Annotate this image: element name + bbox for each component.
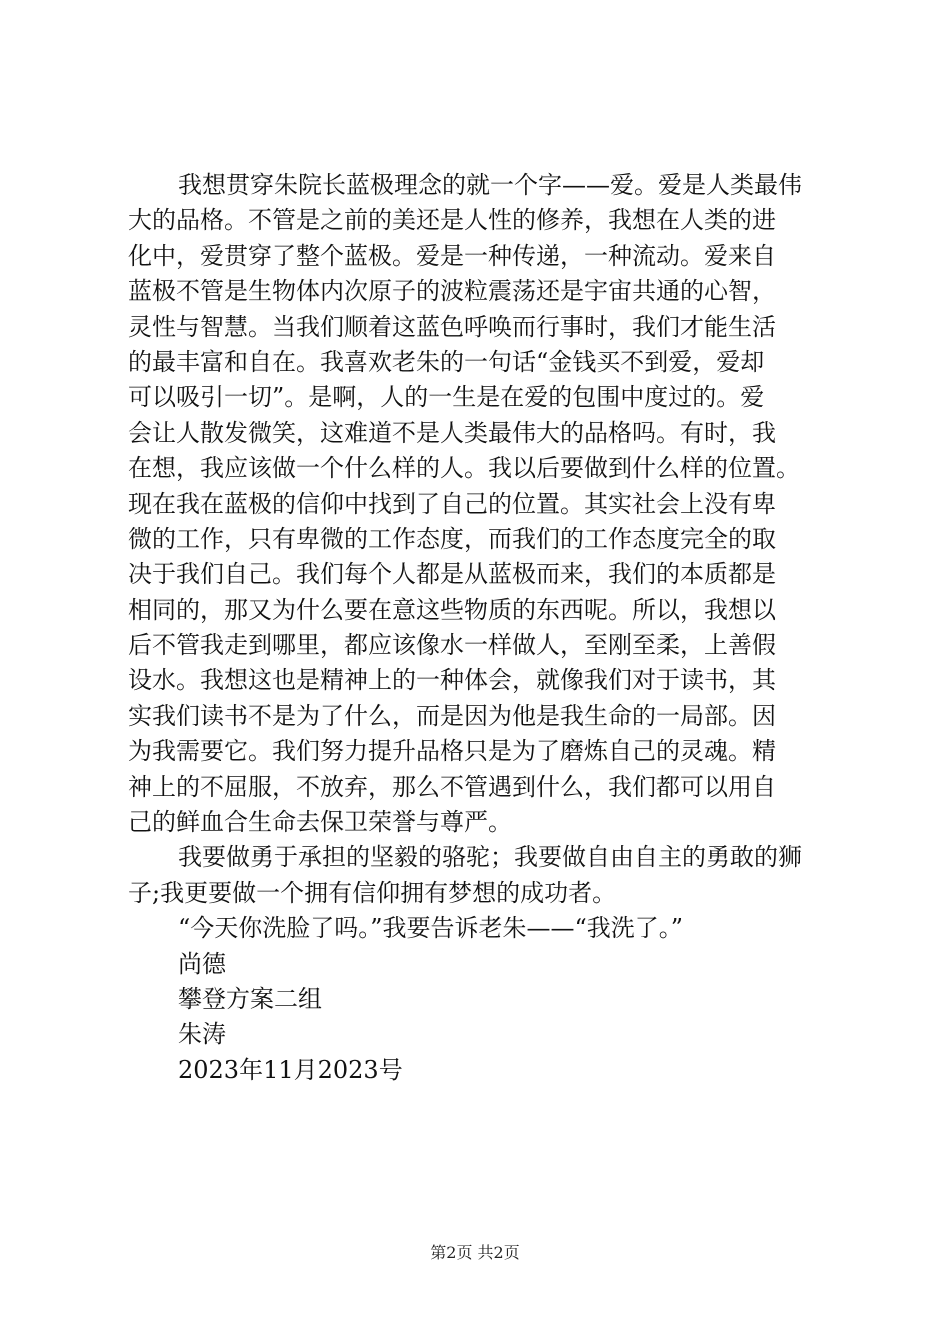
text-line: 为我需要它。我们努力提升品格只是为了磨炼自己的灵魂。精 bbox=[128, 737, 776, 766]
text-line: 决于我们自己。我们每个人都是从蓝极而来，我们的本质都是 bbox=[128, 560, 776, 589]
text-line: 子;我更要做一个拥有信仰拥有梦想的成功者。 bbox=[128, 878, 617, 907]
text-line: 我要做勇于承担的坚毅的骆驼；我要做自由自主的勇敢的狮 bbox=[178, 843, 802, 872]
document-body bbox=[128, 168, 828, 1088]
text-line: 微的工作，只有卑微的工作态度，而我们的工作态度完全的取 bbox=[128, 524, 776, 553]
signature-line-2: 攀登方案二组 bbox=[178, 984, 322, 1013]
text-line: 会让人散发微笑，这难道不是人类最伟大的品格吗。有时，我 bbox=[128, 418, 776, 447]
signature-name: 朱涛 bbox=[178, 1020, 226, 1049]
text-line: 灵性与智慧。当我们顺着这蓝色呼唤而行事时，我们才能生活 bbox=[128, 312, 776, 341]
text-line: 神上的不屈服，不放弃，那么不管遇到什么，我们都可以用自 bbox=[128, 772, 776, 801]
text-line: 实我们读书不是为了什么，而是因为他是我生命的一局部。因 bbox=[128, 701, 776, 730]
text-line: 的最丰富和自在。我喜欢老朱的一句话“金钱买不到爱，爱却 bbox=[128, 347, 765, 376]
text-line: 蓝极不管是生物体内次原子的波粒震荡还是宇宙共通的心智， bbox=[128, 277, 776, 306]
text-line: 化中，爱贯穿了整个蓝极。爱是一种传递，一种流动。爱来自 bbox=[128, 241, 776, 270]
text-line: 大的品格。不管是之前的美还是人性的修养，我想在人类的进 bbox=[128, 206, 776, 235]
paragraph-2 bbox=[128, 840, 828, 911]
text-line: 己的鲜血合生命去保卫荣誉与尊严。 bbox=[128, 808, 512, 837]
text-line: 后不管我走到哪里，都应该像水一样做人，至刚至柔，上善假 bbox=[128, 631, 776, 660]
text-line: 在想，我应该做一个什么样的人。我以后要做到什么样的位置。 bbox=[128, 454, 800, 483]
text-line: 我想贯穿朱院长蓝极理念的就一个字——爱。爱是人类最伟 bbox=[178, 171, 802, 199]
text-line: 可以吸引一切”。是啊，人的一生是在爱的包围中度过的。爱 bbox=[128, 383, 765, 412]
text-line: 设水。我想这也是精神上的一种体会，就像我们对于读书，其 bbox=[128, 666, 776, 695]
page-number: 第2页 共2页 bbox=[430, 1243, 520, 1262]
signature-line-1: 尚德 bbox=[178, 949, 226, 978]
quote-line: “今天你洗脸了吗。”我要告诉老朱——“我洗了。” bbox=[178, 914, 684, 943]
text-line: 现在我在蓝极的信仰中找到了自己的位置。其实社会上没有卑 bbox=[128, 489, 776, 518]
text-line: 相同的，那又为什么要在意这些物质的东西呢。所以，我想以 bbox=[128, 595, 776, 624]
page-footer bbox=[0, 1240, 950, 1263]
signature-date: 2023年11月2023号 bbox=[178, 1055, 403, 1084]
paragraph-1 bbox=[128, 168, 828, 840]
